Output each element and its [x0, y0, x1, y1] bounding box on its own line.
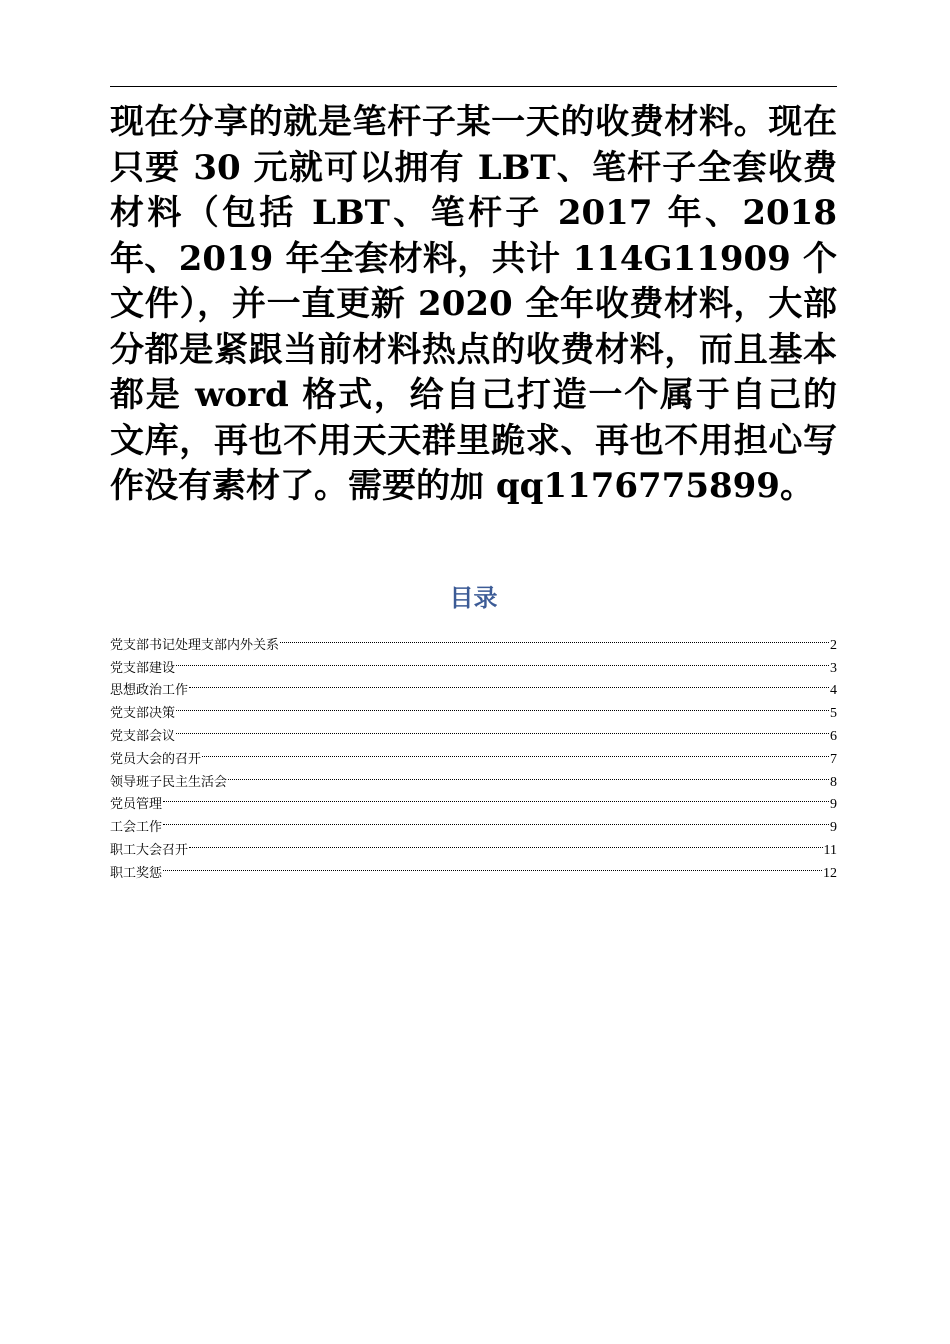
toc-entry-page: 6 [830, 728, 837, 744]
toc-entry[interactable] [110, 694, 837, 722]
toc-entry[interactable] [110, 740, 837, 767]
toc-dot-leader [227, 763, 830, 786]
intro-paragraph: 现在分享的就是笔杆子某一天的收费材料。现在只要 30 元就可以拥有 LBT、笔杆子全套收费材料（包括 LBT、笔杆子 2017 年、2018 年、2019 年全套材料，共计 114G11909 个文件），并一直更新 2020 全年收费材料，大部分都是紧跟当前材料热点的收费材料，而且基本都是 word 格式，给自己打造一个属于自己的文库，再也不用天天群里跪求、再也不用担心写作没有素材了。需要的加 qq1176775899。 [110, 102, 837, 506]
toc-entry-label: 思想政治工作 [110, 683, 189, 699]
toc-title: 目录 [449, 583, 498, 612]
toc-entry-page: 8 [830, 774, 837, 790]
toc-dot-leader [162, 786, 830, 809]
toc-entry[interactable] [110, 786, 837, 813]
toc-entry[interactable] [110, 672, 837, 699]
toc-entry-label: 党员大会的召开 [110, 751, 202, 767]
header-rule [110, 86, 837, 87]
toc-entry-label: 领导班子民主生活会 [110, 774, 228, 790]
toc-dot-leader [201, 740, 830, 763]
toc-entry-label: 党员管理 [110, 797, 163, 813]
toc-entry-page: 2 [830, 637, 837, 653]
toc-entry-label: 职工大会召开 [110, 842, 189, 858]
toc-dot-leader [175, 717, 830, 740]
toc-entry-page: 11 [823, 842, 837, 858]
toc-dot-leader [175, 649, 830, 672]
toc-dot-leader [162, 808, 830, 831]
toc-entry-page: 9 [830, 797, 837, 813]
toc-entry[interactable] [110, 626, 837, 653]
toc-entry-page: 4 [830, 683, 837, 699]
toc-entry-page: 9 [830, 820, 837, 836]
toc-entry-label: 党支部书记处理支部内外关系 [110, 637, 280, 653]
table-of-contents [110, 626, 837, 881]
toc-entry-page: 3 [830, 660, 837, 676]
toc-entry[interactable] [110, 649, 837, 676]
toc-dot-leader [188, 831, 824, 854]
toc-entry[interactable] [110, 717, 837, 744]
toc-entry[interactable] [110, 808, 837, 836]
toc-entry-label: 党支部决策 [110, 706, 176, 722]
toc-dot-leader [175, 694, 830, 717]
toc-entry-label: 党支部建设 [110, 660, 176, 676]
toc-entry-label: 职工奖惩 [110, 865, 163, 881]
toc-entry-page: 7 [830, 751, 837, 767]
toc-entry[interactable] [110, 831, 837, 858]
toc-entry[interactable] [110, 854, 837, 881]
toc-entry-page: 12 [823, 865, 837, 881]
toc-entry-label: 工会工作 [110, 820, 163, 836]
toc-dot-leader [188, 672, 830, 695]
toc-entry[interactable] [110, 763, 837, 790]
toc-dot-leader [162, 854, 823, 877]
toc-dot-leader [279, 626, 830, 649]
toc-entry-label: 党支部会议 [110, 728, 176, 744]
toc-entry-page: 5 [830, 706, 837, 722]
